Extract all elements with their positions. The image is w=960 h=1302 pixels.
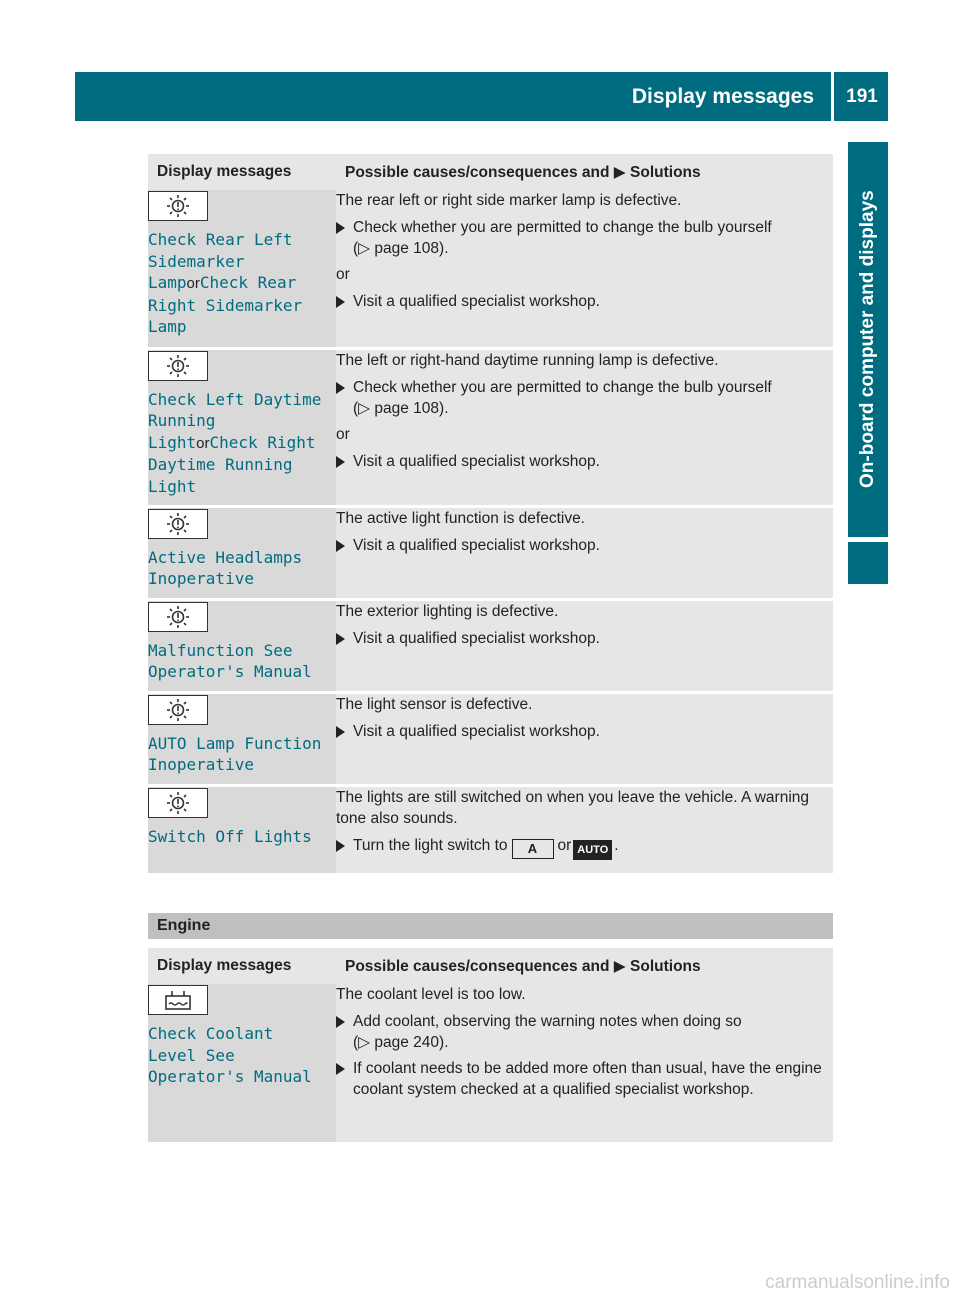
lights-messages-table: [148, 154, 833, 873]
solution-step: If coolant needs to be added more often than usual, have the engine coolant system checked at a qualified specialist workshop.: [336, 1058, 833, 1100]
page-reference[interactable]: (▷ page 108).: [353, 399, 449, 417]
table-row: [148, 692, 833, 785]
lamp-fault-icon: [148, 788, 208, 818]
solution-step: Visit a qualified specialist workshop.: [336, 628, 833, 649]
step-arrow-icon: [336, 1016, 345, 1028]
display-message: Malfunction See Operator's Manual: [148, 640, 312, 681]
solution-step: Add coolant, observing the warning notes when doing so (▷ page 240).: [336, 1011, 833, 1053]
solution-cell: [336, 190, 833, 348]
solution-step: Check whether you are permitted to change the bulb yourself (▷ page 108).: [336, 217, 833, 259]
section-title-engine: Engine: [148, 913, 833, 939]
step-arrow-icon: [336, 540, 345, 552]
watermark: carmanualsonline.info: [765, 1272, 950, 1293]
lamp-fault-icon: [148, 509, 208, 539]
solution-step: Visit a qualified specialist workshop.: [336, 291, 833, 312]
message-cell: [148, 984, 336, 1142]
table-row: [148, 984, 833, 1142]
page-reference[interactable]: (▷ page 108).: [353, 240, 449, 257]
lamp-fault-icon: [148, 602, 208, 632]
solution-arrow-icon: ▶: [613, 163, 626, 181]
cause-text: The rear left or right side marker lamp is defective.: [336, 192, 682, 209]
table-row: [148, 599, 833, 692]
side-tab-marker: [848, 542, 888, 584]
page-header-title: Display messages: [631, 85, 814, 108]
step-arrow-icon: [336, 296, 345, 308]
message-cell: [148, 692, 336, 785]
engine-messages-table: [148, 948, 833, 1142]
message-cell: [148, 599, 336, 692]
step-arrow-icon: [336, 222, 345, 234]
solution-cell: [336, 599, 833, 692]
message-cell: [148, 785, 336, 873]
lamp-fault-icon: [148, 191, 208, 221]
step-arrow-icon: [336, 726, 345, 738]
or-text: or: [336, 425, 350, 443]
header-solutions: [336, 948, 833, 984]
header-divider: [831, 72, 834, 121]
solution-step: Visit a qualified specialist workshop.: [336, 451, 833, 472]
header-solutions-suffix: Solutions: [630, 163, 701, 181]
solution-cell: [336, 984, 833, 1142]
display-message: Check Rear Left Sidemarker LamporCheck Rear Right Sidemarker Lamp: [148, 230, 303, 336]
page-reference[interactable]: (▷ page 240).: [353, 1034, 449, 1051]
table-row: [148, 506, 833, 599]
header-solutions-suffix: Solutions: [630, 957, 701, 975]
solution-step: Check whether you are permitted to change the bulb yourself (▷ page 108).: [336, 377, 833, 419]
solution-step: Turn the light switch to A or AUTO .: [336, 835, 833, 860]
solution-step: Visit a qualified specialist workshop.: [336, 535, 833, 556]
header-display-messages: Display messages: [148, 154, 336, 190]
or-text: or: [336, 266, 350, 283]
light-switch-a-icon: A: [512, 839, 554, 859]
coolant-icon: [148, 985, 208, 1015]
message-cell: [148, 348, 336, 506]
step-arrow-icon: [336, 840, 345, 852]
message-cell: [148, 190, 336, 348]
solution-cell: [336, 348, 833, 506]
display-message: Active Headlamps Inoperative: [148, 547, 303, 588]
lamp-fault-icon: [148, 695, 208, 725]
header-solutions-prefix: Possible causes/consequences and: [345, 163, 610, 181]
header-solutions: [336, 154, 833, 190]
step-arrow-icon: [336, 456, 345, 468]
table-header-row: [148, 948, 833, 984]
table-row: [148, 785, 833, 873]
light-switch-auto-icon: AUTO: [573, 840, 612, 860]
table-row: [148, 190, 833, 348]
cause-text: The lights are still switched on when you leave the vehicle. A warning tone also sounds.: [336, 788, 810, 827]
page-number: 191: [846, 86, 878, 107]
cause-text: The coolant level is too low.: [336, 986, 526, 1003]
solution-arrow-icon: ▶: [613, 957, 626, 975]
solution-cell: [336, 785, 833, 873]
step-arrow-icon: [336, 382, 345, 394]
display-message: Check Left Daytime Running LightorCheck Right Daytime Running Light: [148, 389, 322, 496]
step-arrow-icon: [336, 1063, 345, 1075]
cause-text: The exterior lighting is defective.: [336, 602, 559, 620]
display-message: Check Coolant Level See Operator's Manual: [148, 1024, 312, 1086]
solution-cell: [336, 692, 833, 785]
lamp-fault-icon: [148, 351, 208, 381]
table-header-row: [148, 154, 833, 190]
solution-cell: [336, 506, 833, 599]
solution-step: Visit a qualified specialist workshop.: [336, 721, 833, 742]
message-cell: [148, 506, 336, 599]
step-arrow-icon: [336, 633, 345, 645]
cause-text: The left or right-hand daytime running lamp is defective.: [336, 351, 719, 369]
display-message: AUTO Lamp Function Inoperative: [148, 733, 322, 774]
header-display-messages: Display messages: [148, 948, 336, 984]
side-tab-label: On-board computer and displays: [857, 190, 878, 489]
display-message: Switch Off Lights: [148, 826, 312, 846]
cause-text: The active light function is defective.: [336, 509, 585, 527]
cause-text: The light sensor is defective.: [336, 695, 533, 713]
table-row: [148, 348, 833, 506]
header-solutions-prefix: Possible causes/consequences and: [345, 957, 610, 975]
